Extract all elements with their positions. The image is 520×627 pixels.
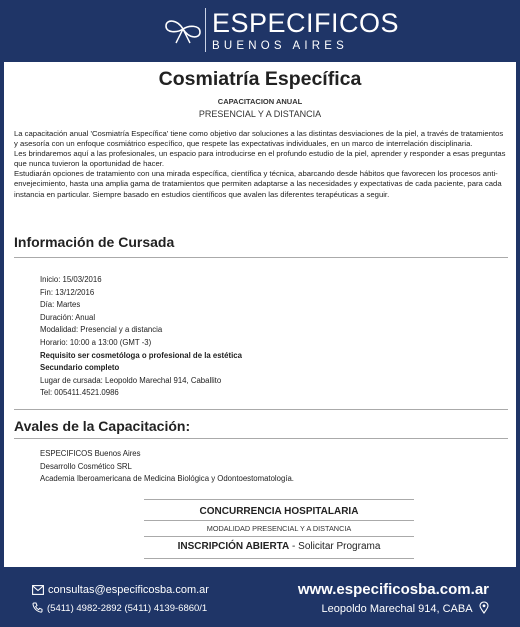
divider <box>144 499 414 500</box>
divider <box>144 536 414 537</box>
inscription-status: INSCRIPCIÓN ABIERTA <box>177 541 290 552</box>
brand-city: BUENOS AIRES <box>212 40 349 52</box>
address-text: Leopoldo Marechal 914, CABA <box>321 603 472 615</box>
logo-divider <box>205 8 206 52</box>
envelope-icon <box>32 585 44 595</box>
course-description <box>14 129 508 200</box>
info-schedule: Horario: 10:00 a 13:00 (GMT -3) <box>40 337 152 347</box>
inscription-action: - Solicitar Programa <box>289 541 381 552</box>
content-card <box>4 62 516 567</box>
location-pin-icon <box>479 601 489 614</box>
info-place: Lugar de cursada: Leopoldo Marechal 914, Caballito <box>40 375 222 385</box>
brand-name: ESPECIFICOS <box>212 8 400 38</box>
footer-address <box>322 601 490 615</box>
phone-icon <box>32 602 43 613</box>
aval-item: Academia Iberoamericana de Medicina Biológica y Odontoestomatología. <box>40 474 294 484</box>
avales-heading: Avales de la Capacitación: <box>14 418 191 434</box>
divider <box>144 520 414 521</box>
info-duration: Duración: Anual <box>40 312 96 322</box>
intro-paragraph: La capacitación anual 'Cosmiatría Específica' tiene como objetivo dar soluciones a las distintas desviaciones de la piel, a través de tratamientos y asesoría con un enfoque cosmiátrico específico, que respete las expectativas individuales, en un marco de interrelación disciplinaria. <box>14 129 504 149</box>
info-tel: Tel: 005411.4521.0986 <box>40 388 119 398</box>
intro-paragraph: Estudiarán opciones de tratamiento con una mirada específica, científica y técnica, abarcando desde hábitos que favorecen los procesos anti-envejecimiento, hasta una amplia gama de tratamientos que permiten adaptarse a las necesidades y expectativas de cada paciente, para cada instancia en particular. Siempre basado en estudios científicos que avalen las diferentes terapéuticas a seguir. <box>14 169 502 199</box>
phone-text: (5411) 4982-2892 (5411) 4139-6860/1 <box>47 603 208 614</box>
info-requirement: Requisito ser cosmetóloga o profesional de la estética <box>40 350 242 360</box>
footer <box>0 567 520 627</box>
divider <box>14 409 508 410</box>
divider <box>14 257 508 258</box>
email-text: consultas@especificosba.com.ar <box>48 584 209 596</box>
aval-item: ESPECIFICOS Buenos Aires <box>40 449 141 458</box>
info-requirement: Secundario completo <box>40 363 120 373</box>
cta-modality: MODALIDAD PRESENCIAL Y A DISTANCIA <box>206 524 352 533</box>
info-end: Fin: 13/12/2016 <box>40 287 95 297</box>
infinity-bow-icon <box>163 9 203 49</box>
intro-paragraph: Les brindaremos aquí a las profesionales, un espacio para introducirse en el profundo estudio de la piel, aprender y responder a esas preguntas que nunca tuvieron la oportunidad de hacer. <box>14 149 506 169</box>
cta-title: CONCURRENCIA HOSPITALARIA <box>199 506 359 517</box>
course-info-list <box>40 274 242 400</box>
inscription-banner[interactable] <box>124 541 434 552</box>
course-title: Cosmiatría Específica <box>158 68 362 90</box>
info-heading: Información de Cursada <box>14 234 175 250</box>
footer-website[interactable]: www.especificosba.com.ar <box>297 581 489 598</box>
divider <box>14 438 508 439</box>
aval-item: Desarrollo Cosmético SRL <box>40 461 132 471</box>
header <box>0 0 520 62</box>
info-day: Día: Martes <box>40 300 81 310</box>
footer-email[interactable] <box>32 584 209 596</box>
avales-list <box>40 448 294 486</box>
info-modality: Modalidad: Presencial y a distancia <box>40 325 163 335</box>
footer-phone[interactable] <box>32 602 207 614</box>
course-subtitle: CAPACITACION ANUAL <box>217 97 303 106</box>
course-modality: PRESENCIAL Y A DISTANCIA <box>198 109 322 119</box>
divider <box>144 558 414 559</box>
info-start: Inicio: 15/03/2016 <box>40 275 102 284</box>
